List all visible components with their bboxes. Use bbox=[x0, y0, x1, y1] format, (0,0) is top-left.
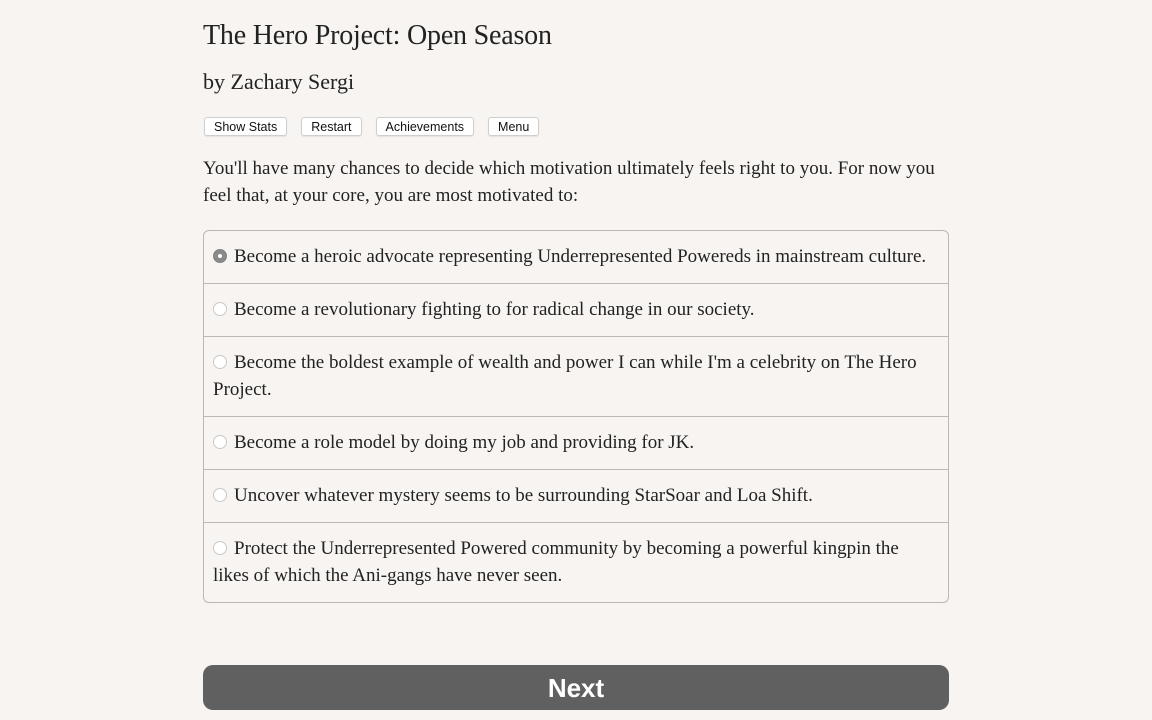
choice-label: Become a role model by doing my job and providing for JK. bbox=[234, 432, 695, 453]
choice-label: Become a heroic advocate representing Underrepresented Powereds in mainstream culture. bbox=[234, 246, 927, 267]
radio-icon[interactable] bbox=[213, 302, 227, 316]
choice-list bbox=[203, 230, 949, 603]
radio-icon[interactable] bbox=[213, 488, 227, 502]
game-title: The Hero Project: Open Season bbox=[203, 20, 552, 51]
radio-icon[interactable] bbox=[213, 435, 227, 449]
show-stats-button[interactable]: Show Stats bbox=[204, 117, 287, 136]
radio-icon[interactable] bbox=[213, 541, 227, 555]
choice-label: Protect the Underrepresented Powered community by becoming a powerful kingpin the likes of which the Ani-gangs have never seen. bbox=[213, 538, 899, 586]
next-button[interactable]: Next bbox=[203, 665, 949, 710]
choice-option-5[interactable] bbox=[204, 469, 948, 522]
choice-option-2[interactable] bbox=[204, 283, 948, 336]
choice-label: Uncover whatever mystery seems to be surrounding StarSoar and Loa Shift. bbox=[234, 485, 813, 506]
radio-selected-icon[interactable] bbox=[213, 249, 227, 263]
choice-option-1[interactable] bbox=[204, 231, 948, 283]
game-author: by Zachary Sergi bbox=[203, 69, 355, 94]
radio-icon[interactable] bbox=[213, 355, 227, 369]
choice-option-3[interactable] bbox=[204, 336, 948, 416]
menu-button[interactable]: Menu bbox=[488, 117, 539, 136]
restart-button[interactable]: Restart bbox=[301, 117, 361, 136]
toolbar bbox=[204, 117, 553, 136]
choice-label: Become a revolutionary fighting to for radical change in our society. bbox=[234, 299, 755, 320]
choice-prompt: You'll have many chances to decide which motivation ultimately feels right to you. For now you feel that, at your core, you are most motivated to: bbox=[203, 158, 935, 206]
choice-option-4[interactable] bbox=[204, 416, 948, 469]
choice-option-6[interactable] bbox=[204, 522, 948, 602]
achievements-button[interactable]: Achievements bbox=[376, 117, 475, 136]
choice-label: Become the boldest example of wealth and power I can while I'm a celebrity on The Hero Project. bbox=[213, 352, 917, 400]
